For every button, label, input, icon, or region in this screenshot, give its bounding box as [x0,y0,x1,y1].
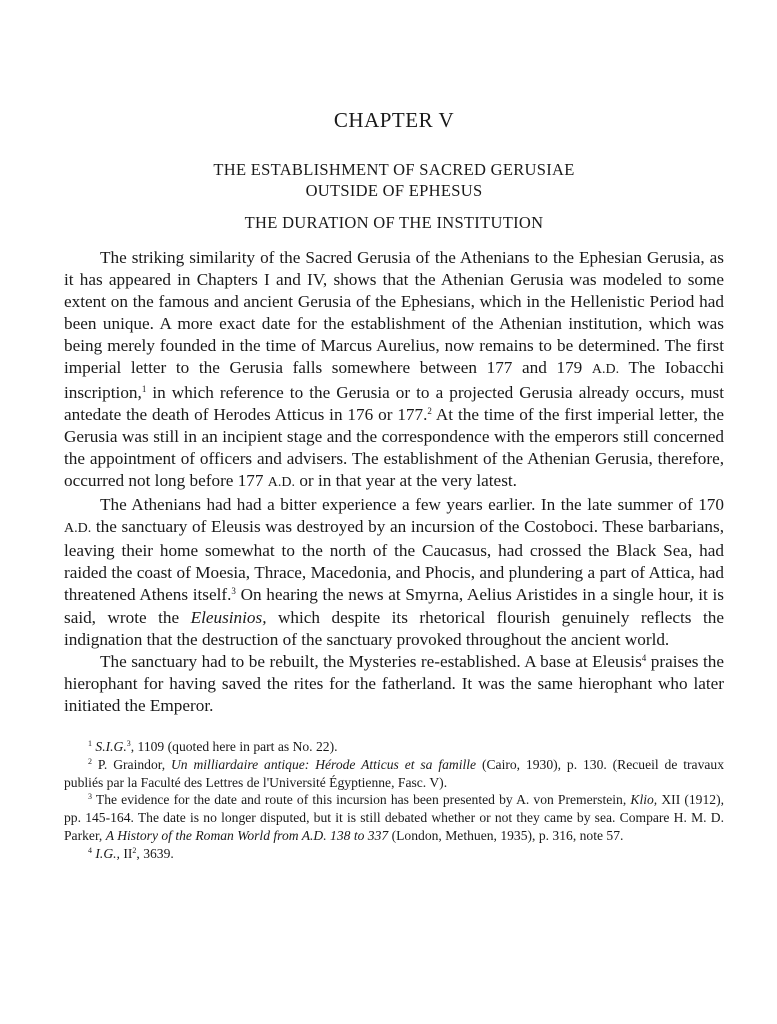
paragraph-1 [64,247,724,494]
p1-text-e: or in that year at the very latest. [295,470,517,490]
page [64,108,724,863]
footnote-4-pre: II [119,845,133,861]
footnote-2-number: 2 [88,756,92,766]
p2-italic-eleusinios: Eleusinios, [190,607,267,627]
footnote-4-sup: 2 [132,845,137,855]
footnote-1-italic: S.I.G. [95,738,127,754]
p1-text-d: At the time of the first imperial letter, the Gerusia was still in an incipient stage and the correspondence with the emperors still concerned the appointment of officers and advisers. The establishment of the Athenian Gerusia, therefore, occurred not long before 177 [64,404,724,490]
footnote-3-mid: XII (1912), pp. 145-164. The date is no longer disputed, but it is still debated whether or not they came by sea. Compare H. M. D. Parker, [64,792,724,843]
footnote-ref-3: 3 [231,586,236,597]
p1-ad-2: A.D. [267,474,296,490]
footnote-ref-4: 4 [641,652,647,663]
chapter-title-line1: THE ESTABLISHMENT OF SACRED GERUSIAE [213,160,575,179]
chapter-heading: CHAPTER V [333,108,455,132]
footnote-3-italic-klio: Klio, [630,792,658,808]
footnote-4-text: , 3639. [136,845,174,861]
p2-text-a: The Athenians had had a bitter experience a few years earlier. In the late summer of 170 [100,495,724,515]
footnote-3-post: (London, Methuen, 1935), p. 316, note 57. [388,827,624,843]
p2-text-d: which despite its rhetorical flourish genuinely reflects the indignation that the destruction of the sanctuary provoked throughout the ancient world. [64,607,724,649]
footnote-3-pre: The evidence for the date and route of this incursion has been presented by A. von Premerstein, [95,792,631,808]
p2-text-b: the sanctuary of Eleusis was destroyed by an incursion of the Costoboci. These barbarians, leaving their home somewhat to the north of the Caucasus, had crossed the Black Sea, had raided the coast of Moesia, Thrace, Macedonia, and Phocis, and plundering a part of Attica, had threatened Athens itself. [64,517,724,605]
p1-text-b: The Iobacchi inscription, [64,358,724,402]
p1-ad-1: A.D. [591,362,620,378]
section-subtitle: THE DURATION OF THE INSTITUTION [244,213,544,232]
footnote-2 [64,756,724,792]
footnote-1-sup: 3 [126,738,131,748]
footnote-1-number: 1 [88,738,92,748]
footnote-4-number: 4 [88,845,92,855]
footnote-3-italic-book: A History of the Roman World from A.D. 138 to 337 [105,827,389,843]
footnote-2-italic: Un milliardaire antique: Hérode Atticus et sa famille [170,756,477,772]
p2-text-c: On hearing the news at Smyrna, Aelius Aristides in a single hour, it is said, wrote the [64,585,724,627]
footnote-3-number: 3 [88,792,92,802]
p3-text-b: praises the hierophant for having saved the rites for the fatherland. It was the same hierophant who later initiated the Emperor. [64,651,724,715]
footnotes [64,738,724,863]
chapter-title [64,159,724,201]
footnote-2-pre: P. Graindor, [97,756,171,772]
p1-text-c: in which reference to the Gerusia or to a projected Gerusia already occurs, must antedate the death of Herodes Atticus in 176 or 177. [64,382,724,424]
paragraph-3 [64,651,724,717]
footnote-ref-1: 1 [141,383,147,394]
p2-ad: A.D. [64,521,92,537]
chapter-title-line2: OUTSIDE OF EPHESUS [305,181,483,200]
body-text [64,247,724,717]
footnote-3 [64,791,724,844]
footnote-ref-2: 2 [427,405,432,416]
paragraph-2 [64,494,724,651]
footnote-4 [64,845,724,863]
p1-text-a: The striking similarity of the Sacred Gerusia of the Athenians to the Ephesian Gerusia, as it has appeared in Chapters I and IV, shows that the Athenian Gerusia was modeled to some extent on the famous and ancient Gerusia of the Ephesians, which in the Hellenistic Period had been unique. A more exact date for the establishment of the Athenian institution, which was being merely founded in the time of Marcus Aurelius, now remains to be determined. The first imperial letter to the Gerusia falls somewhere between 177 and 179 [64,248,724,378]
footnote-1 [64,738,724,756]
p3-text-a: The sanctuary had to be rebuilt, the Mysteries re-established. A base at Eleusis [100,651,642,671]
footnote-4-italic: I.G., [95,845,120,861]
footnote-1-text: , 1109 (quoted here in part as No. 22). [130,738,338,754]
footnote-2-post: (Cairo, 1930), p. 130. (Recueil de travaux publiés par la Faculté des Lettres de l'Université Égyptienne, Fasc. V). [64,756,724,790]
